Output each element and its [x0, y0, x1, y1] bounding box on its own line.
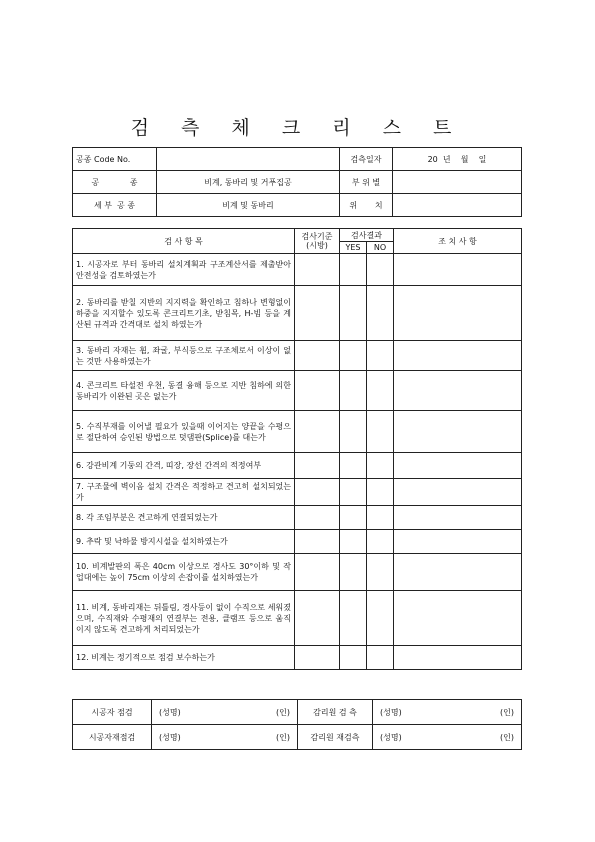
checklist-item-text: 4. 콘크리트 타설전 우천, 동결 융해 등으로 지반 침하에 의한 동바리가 이완된 곳은 없는가	[73, 371, 295, 411]
checklist-item-text: 2. 동바리를 받칠 지반의 지지력을 확인하고 침하나 변형없이 하중을 지지할수 있도록 콘크리트기초, 받침목, H-빔 등을 계산된 규격과 간격대로 설치 하였는가	[73, 286, 295, 341]
result-no-cell[interactable]	[367, 554, 394, 591]
criteria-cell[interactable]	[295, 479, 340, 506]
result-yes-cell[interactable]	[340, 554, 367, 591]
header-criteria-label: 검사기준	[301, 232, 333, 241]
contractor-recheck-label: 시공자재점검	[73, 725, 152, 750]
supervisor-inspect-label: 감리원 검 측	[298, 700, 373, 725]
supervisor-reinspect-sign[interactable]	[373, 725, 522, 750]
action-cell[interactable]	[394, 371, 522, 411]
name-label: (성명)	[159, 732, 181, 742]
seal-label: (인)	[276, 707, 290, 717]
result-no-cell[interactable]	[367, 506, 394, 530]
result-no-cell[interactable]	[367, 371, 394, 411]
signature-row	[73, 700, 522, 725]
checklist-row	[73, 479, 522, 506]
header-action: 조 치 사 항	[394, 229, 522, 254]
supervisor-reinspect-label: 감리원 재검측	[298, 725, 373, 750]
action-cell[interactable]	[394, 591, 522, 646]
result-no-cell[interactable]	[367, 453, 394, 479]
result-yes-cell[interactable]	[340, 371, 367, 411]
signature-row	[73, 725, 522, 750]
contractor-check-sign[interactable]	[152, 700, 298, 725]
checklist-row	[73, 411, 522, 453]
action-cell[interactable]	[394, 479, 522, 506]
criteria-cell[interactable]	[295, 254, 340, 286]
checklist-row	[73, 530, 522, 554]
result-yes-cell[interactable]	[340, 411, 367, 453]
header-criteria-sub: (시방)	[306, 241, 328, 250]
result-yes-cell[interactable]	[340, 341, 367, 371]
seal-label: (인)	[500, 732, 514, 742]
result-yes-cell[interactable]	[340, 530, 367, 554]
checklist-item-text: 10. 비계발판의 폭은 40cm 이상으로 경사도 30°이하 및 작업대에는 높이 75cm 이상의 손잡이를 설치하였는가	[73, 554, 295, 591]
action-cell[interactable]	[394, 453, 522, 479]
result-no-cell[interactable]	[367, 341, 394, 371]
checklist-row	[73, 371, 522, 411]
supervisor-inspect-sign[interactable]	[373, 700, 522, 725]
checklist-item-text: 8. 각 조임부분은 견고하게 연결되었는가	[73, 506, 295, 530]
header-no: NO	[367, 242, 394, 254]
checklist-row	[73, 453, 522, 479]
location-value[interactable]	[393, 171, 522, 194]
result-no-cell[interactable]	[367, 254, 394, 286]
contractor-recheck-sign[interactable]	[152, 725, 298, 750]
info-row-work-type	[73, 171, 522, 194]
position-value[interactable]	[393, 194, 522, 217]
checklist-row	[73, 591, 522, 646]
result-yes-cell[interactable]	[340, 453, 367, 479]
header-yes: YES	[340, 242, 367, 254]
checklist-item-text: 7. 구조물에 벽이음 설치 간격은 적정하고 견고히 설치되었는가	[73, 479, 295, 506]
result-yes-cell[interactable]	[340, 506, 367, 530]
criteria-cell[interactable]	[295, 646, 340, 670]
checklist-row	[73, 254, 522, 286]
action-cell[interactable]	[394, 254, 522, 286]
result-no-cell[interactable]	[367, 286, 394, 341]
work-code-value[interactable]	[157, 148, 340, 171]
result-yes-cell[interactable]	[340, 646, 367, 670]
checklist-row	[73, 554, 522, 591]
sub-work-label: 세 부 공 종	[73, 194, 157, 217]
result-yes-cell[interactable]	[340, 254, 367, 286]
inspection-date-label: 검측일자	[340, 148, 393, 171]
checklist-row	[73, 286, 522, 341]
info-row-code	[73, 148, 522, 171]
sub-work-value[interactable]: 비계 및 동바리	[157, 194, 340, 217]
action-cell[interactable]	[394, 286, 522, 341]
action-cell[interactable]	[394, 530, 522, 554]
criteria-cell[interactable]	[295, 506, 340, 530]
criteria-cell[interactable]	[295, 554, 340, 591]
signature-table	[72, 699, 522, 750]
name-label: (성명)	[380, 732, 402, 742]
result-no-cell[interactable]	[367, 591, 394, 646]
result-no-cell[interactable]	[367, 479, 394, 506]
criteria-cell[interactable]	[295, 453, 340, 479]
checklist-body	[73, 254, 522, 670]
criteria-cell[interactable]	[295, 371, 340, 411]
result-no-cell[interactable]	[367, 530, 394, 554]
checklist-item-text: 12. 비계는 정기적으로 점검 보수하는가	[73, 646, 295, 670]
action-cell[interactable]	[394, 646, 522, 670]
checklist-item-text: 1. 시공자로 부터 동바리 설치계획과 구조계산서를 제출받아 안전성을 검토하였는가	[73, 254, 295, 286]
result-yes-cell[interactable]	[340, 286, 367, 341]
info-row-sub-work	[73, 194, 522, 217]
criteria-cell[interactable]	[295, 591, 340, 646]
result-no-cell[interactable]	[367, 646, 394, 670]
result-no-cell[interactable]	[367, 411, 394, 453]
location-label: 부 위 별	[340, 171, 393, 194]
checklist-item-text: 9. 추락 및 낙하물 방지시설을 설치하였는가	[73, 530, 295, 554]
action-cell[interactable]	[394, 411, 522, 453]
seal-label: (인)	[500, 707, 514, 717]
header-item: 검 사 항 목	[73, 229, 295, 254]
checklist-table	[72, 228, 522, 670]
work-code-label: 공종 Code No.	[73, 148, 157, 171]
result-yes-cell[interactable]	[340, 479, 367, 506]
checklist-item-text: 11. 비계, 동바리재는 뒤틀림, 경사등이 없이 수직으로 세워졌으며, 수직재와 수평재의 연결부는 전용, 클램프 등으로 움직이지 않도록 견고하게 처리되었는가	[73, 591, 295, 646]
criteria-cell[interactable]	[295, 530, 340, 554]
checklist-header-row	[73, 229, 522, 242]
page-title: 검 측 체 크 리 스 트	[130, 117, 465, 139]
name-label: (성명)	[159, 707, 181, 717]
header-criteria	[295, 229, 340, 254]
header-result: 검사결과	[340, 229, 394, 242]
action-cell[interactable]	[394, 506, 522, 530]
contractor-check-label: 시공자 점검	[73, 700, 152, 725]
checklist-item-text: 5. 수직부재를 이어낼 필요가 있을때 이어지는 양끝을 수평으로 절단하여 승인된 방법으로 덧댐판(Splice)를 대는가	[73, 411, 295, 453]
action-cell[interactable]	[394, 341, 522, 371]
checklist-row	[73, 341, 522, 371]
name-label: (성명)	[380, 707, 402, 717]
checklist-row	[73, 506, 522, 530]
inspection-date-value[interactable]: 20 년 월 일	[393, 148, 522, 171]
action-cell[interactable]	[394, 554, 522, 591]
position-label: 위 치	[340, 194, 393, 217]
seal-label: (인)	[276, 732, 290, 742]
criteria-cell[interactable]	[295, 286, 340, 341]
work-type-value[interactable]: 비계, 동바리 및 거푸집공	[157, 171, 340, 194]
criteria-cell[interactable]	[295, 411, 340, 453]
info-table	[72, 147, 522, 217]
work-type-label: 공 종	[73, 171, 157, 194]
checklist-item-text: 6. 강관비계 기둥의 간격, 띠장, 장선 간격의 적정여부	[73, 453, 295, 479]
checklist-row	[73, 646, 522, 670]
criteria-cell[interactable]	[295, 341, 340, 371]
result-yes-cell[interactable]	[340, 591, 367, 646]
checklist-item-text: 3. 동바리 자재는 휨, 좌굴, 부식등으로 구조체로서 이상이 없는 것만 사용하였는가	[73, 341, 295, 371]
